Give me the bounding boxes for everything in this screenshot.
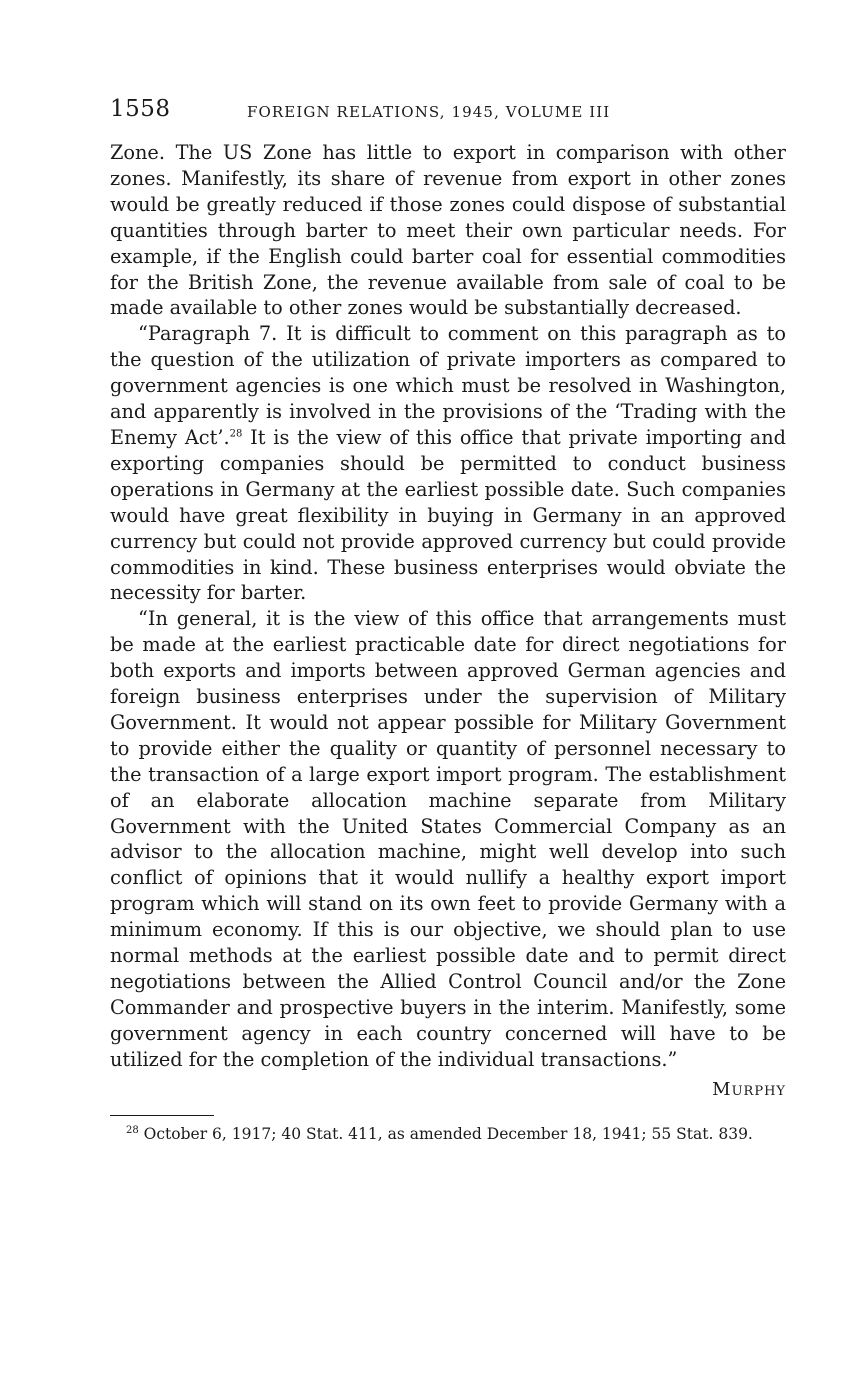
footnote-reference: 28 [229,428,243,440]
running-head: FOREIGN RELATIONS, 1945, VOLUME III [247,103,611,121]
page-number: 1558 [110,96,171,122]
page-header [110,96,786,128]
footnote [126,1124,786,1144]
paragraph-text: It is the view of this office that private importing and exporting companies should be permitted to conduct business operations in Germany at the earliest possible date. Such companies would have great flexibility in buying in Germany in an approved currency but could not provide approved currency but could provide commodities in kind. These business enterprises would obviate the necessity for barter. [110,425,786,605]
paragraph-text: “In general, it is the view of this office that arrangements must be made at the earliest practicable date for direct negotiations for both exports and imports between approved German agencies and foreign business enterprises under the supervision of Military Government. It would not appear possible for Military Government to provide either the quality or quantity of personnel necessary to the transaction of a large export import program. The establishment of an elaborate allocation machine separate from Military Government with the United States Commercial Company as an advisor to the allocation machine, might well develop into such conflict of opinions that it would nullify a healthy export import program which will stand on its own feet to provide Germany with a minimum economy. If this is our objective, we should plan to use normal methods at the earliest possible date and to permit direct negotiations between the Allied Control Council and/or the Zone Commander and prospective buyers in the interim. Manifestly, some government agency in each country concerned will have to be utilized for the completion of the individual transactions.” [110,607,786,1071]
signature: Murphy [712,1078,786,1100]
document-page [110,96,786,1144]
body-paragraph [110,606,786,1072]
paragraph-text: “Paragraph 7. It is difficult to comment on this paragraph as to the question of the utilization of private importers as compared to government agencies is one which must be resolved in Washington, and apparently is involved in the provisions of the ‘Trading with the Enemy Act’. [110,322,786,449]
footnote-text: October 6, 1917; 40 Stat. 411, as amended December 18, 1941; 55 Stat. 839. [138,1124,753,1143]
footnote-divider [110,1115,214,1116]
body-paragraph [110,140,786,321]
paragraph-text: Zone. The US Zone has little to export in comparison with other zones. Manifestly, its share of revenue from export in other zones would be greatly reduced if those zones could dispose of substantial quantities through barter to meet their own particular needs. For example, if the English could barter coal for essential commodities for the British Zone, the revenue available from sale of coal to be made available to other zones would be substantially decreased. [110,141,786,320]
body-paragraph [110,321,786,606]
footnote-marker: 28 [126,1124,139,1136]
